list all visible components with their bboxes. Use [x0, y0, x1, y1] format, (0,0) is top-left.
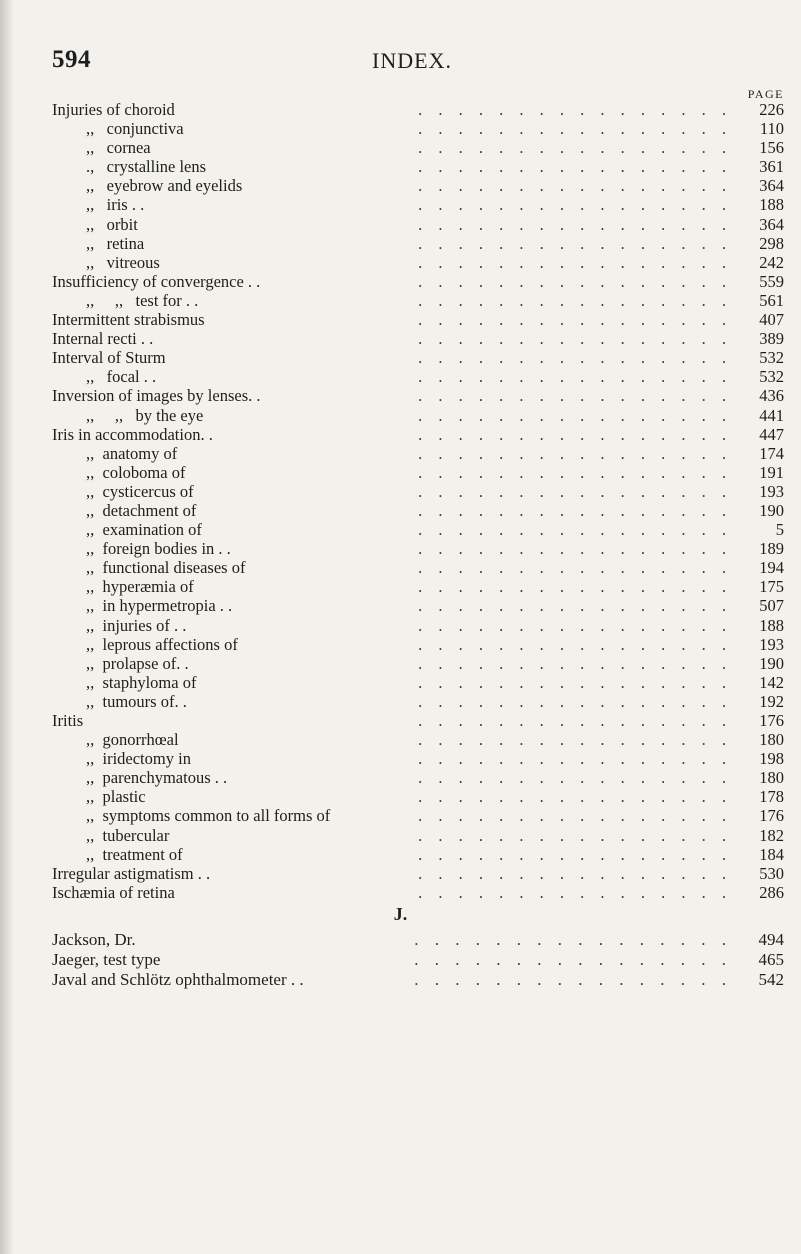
- entry-label: Internal recti . .: [52, 329, 154, 349]
- entry-label: ,, prolapse of. .: [86, 653, 189, 673]
- index-entry: [52, 950, 784, 970]
- index-entry: [52, 291, 784, 310]
- entry-page-number: 176: [759, 806, 784, 826]
- leader-dots: . . . . . . . . . . . . . . . .: [418, 348, 732, 368]
- entry-label: ,, treatment of: [86, 844, 183, 864]
- entry-page-number: 180: [759, 730, 784, 750]
- entry-label: ,, tubercular: [86, 825, 170, 845]
- leader-dots: . . . . . . . . . . . . . . . .: [418, 157, 732, 177]
- leader-dots: . . . . . . . . . . . . . . . .: [418, 520, 732, 540]
- entry-label: ,, injuries of . .: [86, 615, 187, 635]
- index-entry: [52, 119, 784, 138]
- entry-label: ,, orbit: [86, 214, 138, 234]
- entry-label: ,, plastic: [86, 787, 146, 807]
- entry-page-number: 180: [759, 768, 784, 788]
- entry-page-number: 198: [759, 749, 784, 769]
- index-entry: [52, 157, 784, 176]
- index-entry: [52, 635, 784, 654]
- leader-dots: . . . . . . . . . . . . . . . .: [418, 310, 732, 330]
- entry-page-number: 465: [758, 950, 784, 969]
- page-header: [52, 46, 772, 82]
- entry-page-number: 174: [759, 443, 784, 463]
- entry-label: ,, retina: [86, 233, 145, 253]
- leader-dots: . . . . . . . . . . . . . . . .: [418, 882, 732, 902]
- index-entry: [52, 616, 784, 635]
- entry-label: ,, foreign bodies in . .: [86, 539, 231, 559]
- entry-page-number: 110: [759, 119, 784, 139]
- index-entry: [52, 596, 784, 615]
- index-entry: [52, 749, 784, 768]
- entry-label: Iris in accommodation. .: [52, 424, 213, 444]
- entry-page-number: 192: [759, 691, 784, 711]
- entry-label: ,, gonorrhœal: [86, 730, 179, 750]
- entry-label: ,, staphyloma of: [86, 672, 197, 692]
- leader-dots: . . . . . . . . . . . . . . . .: [418, 653, 732, 673]
- index-entry: [52, 673, 784, 692]
- entry-label: Inversion of images by lenses. .: [52, 386, 261, 406]
- index-entry: [52, 826, 784, 845]
- leader-dots: . . . . . . . . . . . . . . . .: [418, 730, 732, 750]
- entry-page-number: 193: [759, 481, 784, 501]
- leader-dots: . . . . . . . . . . . . . . . .: [418, 481, 732, 501]
- leader-dots: . . . . . . . . . . . . . . . .: [418, 500, 732, 520]
- entry-label: ,, cornea: [86, 138, 151, 158]
- leader-dots: . . . . . . . . . . . . . . . .: [418, 176, 732, 196]
- index-entry: [52, 195, 784, 214]
- entry-label: ,, functional diseases of: [86, 558, 246, 578]
- entry-label: Iritis: [52, 711, 84, 730]
- entry-page-number: 530: [759, 863, 784, 883]
- entry-page-number: 242: [759, 252, 784, 272]
- index-entry: [52, 883, 784, 902]
- leader-dots: . . . . . . . . . . . . . . . .: [418, 367, 732, 387]
- entry-label: ,, anatomy of: [86, 443, 178, 463]
- index-entry: [52, 654, 784, 673]
- leader-dots: . . . . . . . . . . . . . . . .: [418, 100, 732, 119]
- index-entries-j: [52, 930, 784, 990]
- index-entry: [52, 806, 784, 825]
- entry-page-number: 142: [759, 672, 784, 692]
- entry-page-number: 441: [759, 405, 784, 425]
- index-entry: [52, 253, 784, 272]
- entry-page-number: 507: [759, 596, 784, 616]
- index-entry: [52, 930, 784, 950]
- leader-dots: . . . . . . . . . . . . . . . .: [418, 577, 732, 597]
- entry-label: ,, hyperæmia of: [86, 577, 194, 597]
- leader-dots: . . . . . . . . . . . . . . . .: [418, 539, 732, 559]
- leader-dots: . . . . . . . . . . . . . . . .: [418, 806, 732, 826]
- index-entry: [52, 176, 784, 195]
- leader-dots: . . . . . . . . . . . . . . . .: [418, 214, 732, 234]
- leader-dots: . . . . . . . . . . . . . . . .: [418, 844, 732, 864]
- entry-label: Javal and Schlötz ophthalmometer . .: [52, 970, 304, 989]
- index-entry: [52, 215, 784, 234]
- leader-dots: . . . . . . . . . . . . . . . .: [418, 711, 732, 730]
- entry-label: ,, vitreous: [86, 252, 160, 272]
- entry-page-number: 190: [759, 500, 784, 520]
- entry-page-number: 364: [759, 176, 784, 196]
- index-entry: [52, 234, 784, 253]
- index-entry: [52, 768, 784, 787]
- index-entry: [52, 692, 784, 711]
- leader-dots: . . . . . . . . . . . . . . . .: [418, 634, 732, 654]
- leader-dots: . . . . . . . . . . . . . . . .: [414, 930, 732, 949]
- entry-page-number: 298: [759, 233, 784, 253]
- entry-page-number: 156: [759, 138, 784, 158]
- entry-page-number: 361: [759, 157, 784, 177]
- entry-label: Insufficiency of convergence . .: [52, 271, 261, 291]
- entry-page-number: 188: [759, 615, 784, 635]
- entry-page-number: 226: [759, 100, 784, 119]
- entry-page-number: 190: [759, 653, 784, 673]
- index-entry: [52, 367, 784, 386]
- running-title: INDEX.: [372, 48, 452, 73]
- entry-label: ,, cysticercus of: [86, 481, 194, 501]
- entry-label: ,, tumours of. .: [86, 691, 187, 711]
- index-entry: [52, 520, 784, 539]
- entry-label: ,, ,, test for . .: [86, 290, 199, 310]
- index-entry: [52, 711, 784, 730]
- entry-label: ., crystalline lens: [86, 157, 207, 177]
- entry-page-number: 194: [759, 558, 784, 578]
- entry-page-number: 561: [759, 290, 784, 310]
- index-entry: [52, 787, 784, 806]
- entry-page-number: 494: [758, 930, 784, 949]
- page-number: 594: [52, 46, 91, 73]
- section-letter-j: J.: [393, 904, 408, 924]
- index-entry: [52, 864, 784, 883]
- index-entry: [52, 845, 784, 864]
- entry-page-number: 542: [758, 970, 784, 989]
- entry-page-number: 364: [759, 214, 784, 234]
- index-entry: [52, 100, 784, 119]
- entry-page-number: 5: [775, 520, 784, 540]
- binding-shadow: [0, 0, 14, 1254]
- leader-dots: . . . . . . . . . . . . . . . .: [418, 825, 732, 845]
- leader-dots: . . . . . . . . . . . . . . . .: [418, 252, 732, 272]
- entry-label: ,, parenchymatous . .: [86, 768, 228, 788]
- leader-dots: . . . . . . . . . . . . . . . .: [418, 863, 732, 883]
- leader-dots: . . . . . . . . . . . . . . . .: [418, 443, 732, 463]
- entry-page-number: 436: [759, 386, 784, 406]
- entry-label: Jaeger, test type: [52, 950, 161, 969]
- index-entry: [52, 406, 784, 425]
- index-entry: [52, 329, 784, 348]
- entry-page-number: 184: [759, 844, 784, 864]
- leader-dots: . . . . . . . . . . . . . . . .: [418, 329, 732, 349]
- leader-dots: . . . . . . . . . . . . . . . .: [418, 405, 732, 425]
- entry-page-number: 188: [759, 195, 784, 215]
- leader-dots: . . . . . . . . . . . . . . . .: [418, 271, 732, 291]
- leader-dots: . . . . . . . . . . . . . . . .: [418, 615, 732, 635]
- entry-page-number: 178: [759, 787, 784, 807]
- index-entry: [52, 386, 784, 405]
- entry-label: ,, detachment of: [86, 500, 197, 520]
- leader-dots: . . . . . . . . . . . . . . . .: [414, 970, 732, 989]
- index-entry: [52, 577, 784, 596]
- entry-label: ,, symptoms common to all forms of: [86, 806, 331, 826]
- leader-dots: . . . . . . . . . . . . . . . .: [418, 233, 732, 253]
- leader-dots: . . . . . . . . . . . . . . . .: [418, 386, 732, 406]
- entry-label: ,, focal . .: [86, 367, 157, 387]
- entry-page-number: 559: [759, 271, 784, 291]
- index-entry: [52, 272, 784, 291]
- entry-page-number: 407: [759, 310, 784, 330]
- entry-label: Ischæmia of retina: [52, 882, 175, 902]
- index-entry: [52, 310, 784, 329]
- index-entry: [52, 138, 784, 157]
- index-entry: [52, 425, 784, 444]
- leader-dots: . . . . . . . . . . . . . . . .: [414, 950, 732, 969]
- entry-page-number: 193: [759, 634, 784, 654]
- leader-dots: . . . . . . . . . . . . . . . .: [418, 138, 732, 158]
- entry-label: Intermittent strabismus: [52, 310, 205, 330]
- index-entry: [52, 558, 784, 577]
- entry-label: ,, ,, by the eye: [86, 405, 204, 425]
- index-entry: [52, 501, 784, 520]
- index-entries-i: [52, 100, 784, 902]
- index-entry: [52, 970, 784, 990]
- entry-page-number: 175: [759, 577, 784, 597]
- index-entry: [52, 539, 784, 558]
- index-entry: [52, 444, 784, 463]
- leader-dots: . . . . . . . . . . . . . . . .: [418, 691, 732, 711]
- entry-label: ,, leprous affections of: [86, 634, 238, 654]
- leader-dots: . . . . . . . . . . . . . . . .: [418, 119, 732, 139]
- leader-dots: . . . . . . . . . . . . . . . .: [418, 290, 732, 310]
- entry-page-number: 176: [759, 711, 784, 730]
- index-entry: [52, 730, 784, 749]
- entry-page-number: 286: [759, 882, 784, 902]
- entry-page-number: 532: [759, 348, 784, 368]
- leader-dots: . . . . . . . . . . . . . . . .: [418, 558, 732, 578]
- entry-page-number: 189: [759, 539, 784, 559]
- entry-page-number: 447: [759, 424, 784, 444]
- entry-label: Irregular astigmatism . .: [52, 863, 211, 883]
- leader-dots: . . . . . . . . . . . . . . . .: [418, 424, 732, 444]
- entry-label: ,, conjunctiva: [86, 119, 184, 139]
- entry-page-number: 182: [759, 825, 784, 845]
- entry-page-number: 389: [759, 329, 784, 349]
- index-entry: [52, 482, 784, 501]
- entry-label: Interval of Sturm: [52, 348, 166, 368]
- entry-page-number: 191: [759, 462, 784, 482]
- entry-label: Injuries of choroid: [52, 100, 175, 119]
- leader-dots: . . . . . . . . . . . . . . . .: [418, 672, 732, 692]
- entry-label: ,, coloboma of: [86, 462, 186, 482]
- entry-label: Jackson, Dr.: [52, 930, 136, 949]
- index-entry: [52, 463, 784, 482]
- entry-page-number: 532: [759, 367, 784, 387]
- leader-dots: . . . . . . . . . . . . . . . .: [418, 768, 732, 788]
- entry-label: ,, examination of: [86, 520, 202, 540]
- leader-dots: . . . . . . . . . . . . . . . .: [418, 462, 732, 482]
- leader-dots: . . . . . . . . . . . . . . . .: [418, 195, 732, 215]
- page-column-label: PAGE: [747, 87, 784, 101]
- entry-label: ,, in hypermetropia . .: [86, 596, 233, 616]
- index-entry: [52, 348, 784, 367]
- leader-dots: . . . . . . . . . . . . . . . .: [418, 749, 732, 769]
- leader-dots: . . . . . . . . . . . . . . . .: [418, 596, 732, 616]
- entry-label: ,, iridectomy in: [86, 749, 191, 769]
- leader-dots: . . . . . . . . . . . . . . . .: [418, 787, 732, 807]
- entry-label: ,, iris . .: [86, 195, 145, 215]
- entry-label: ,, eyebrow and eyelids: [86, 176, 243, 196]
